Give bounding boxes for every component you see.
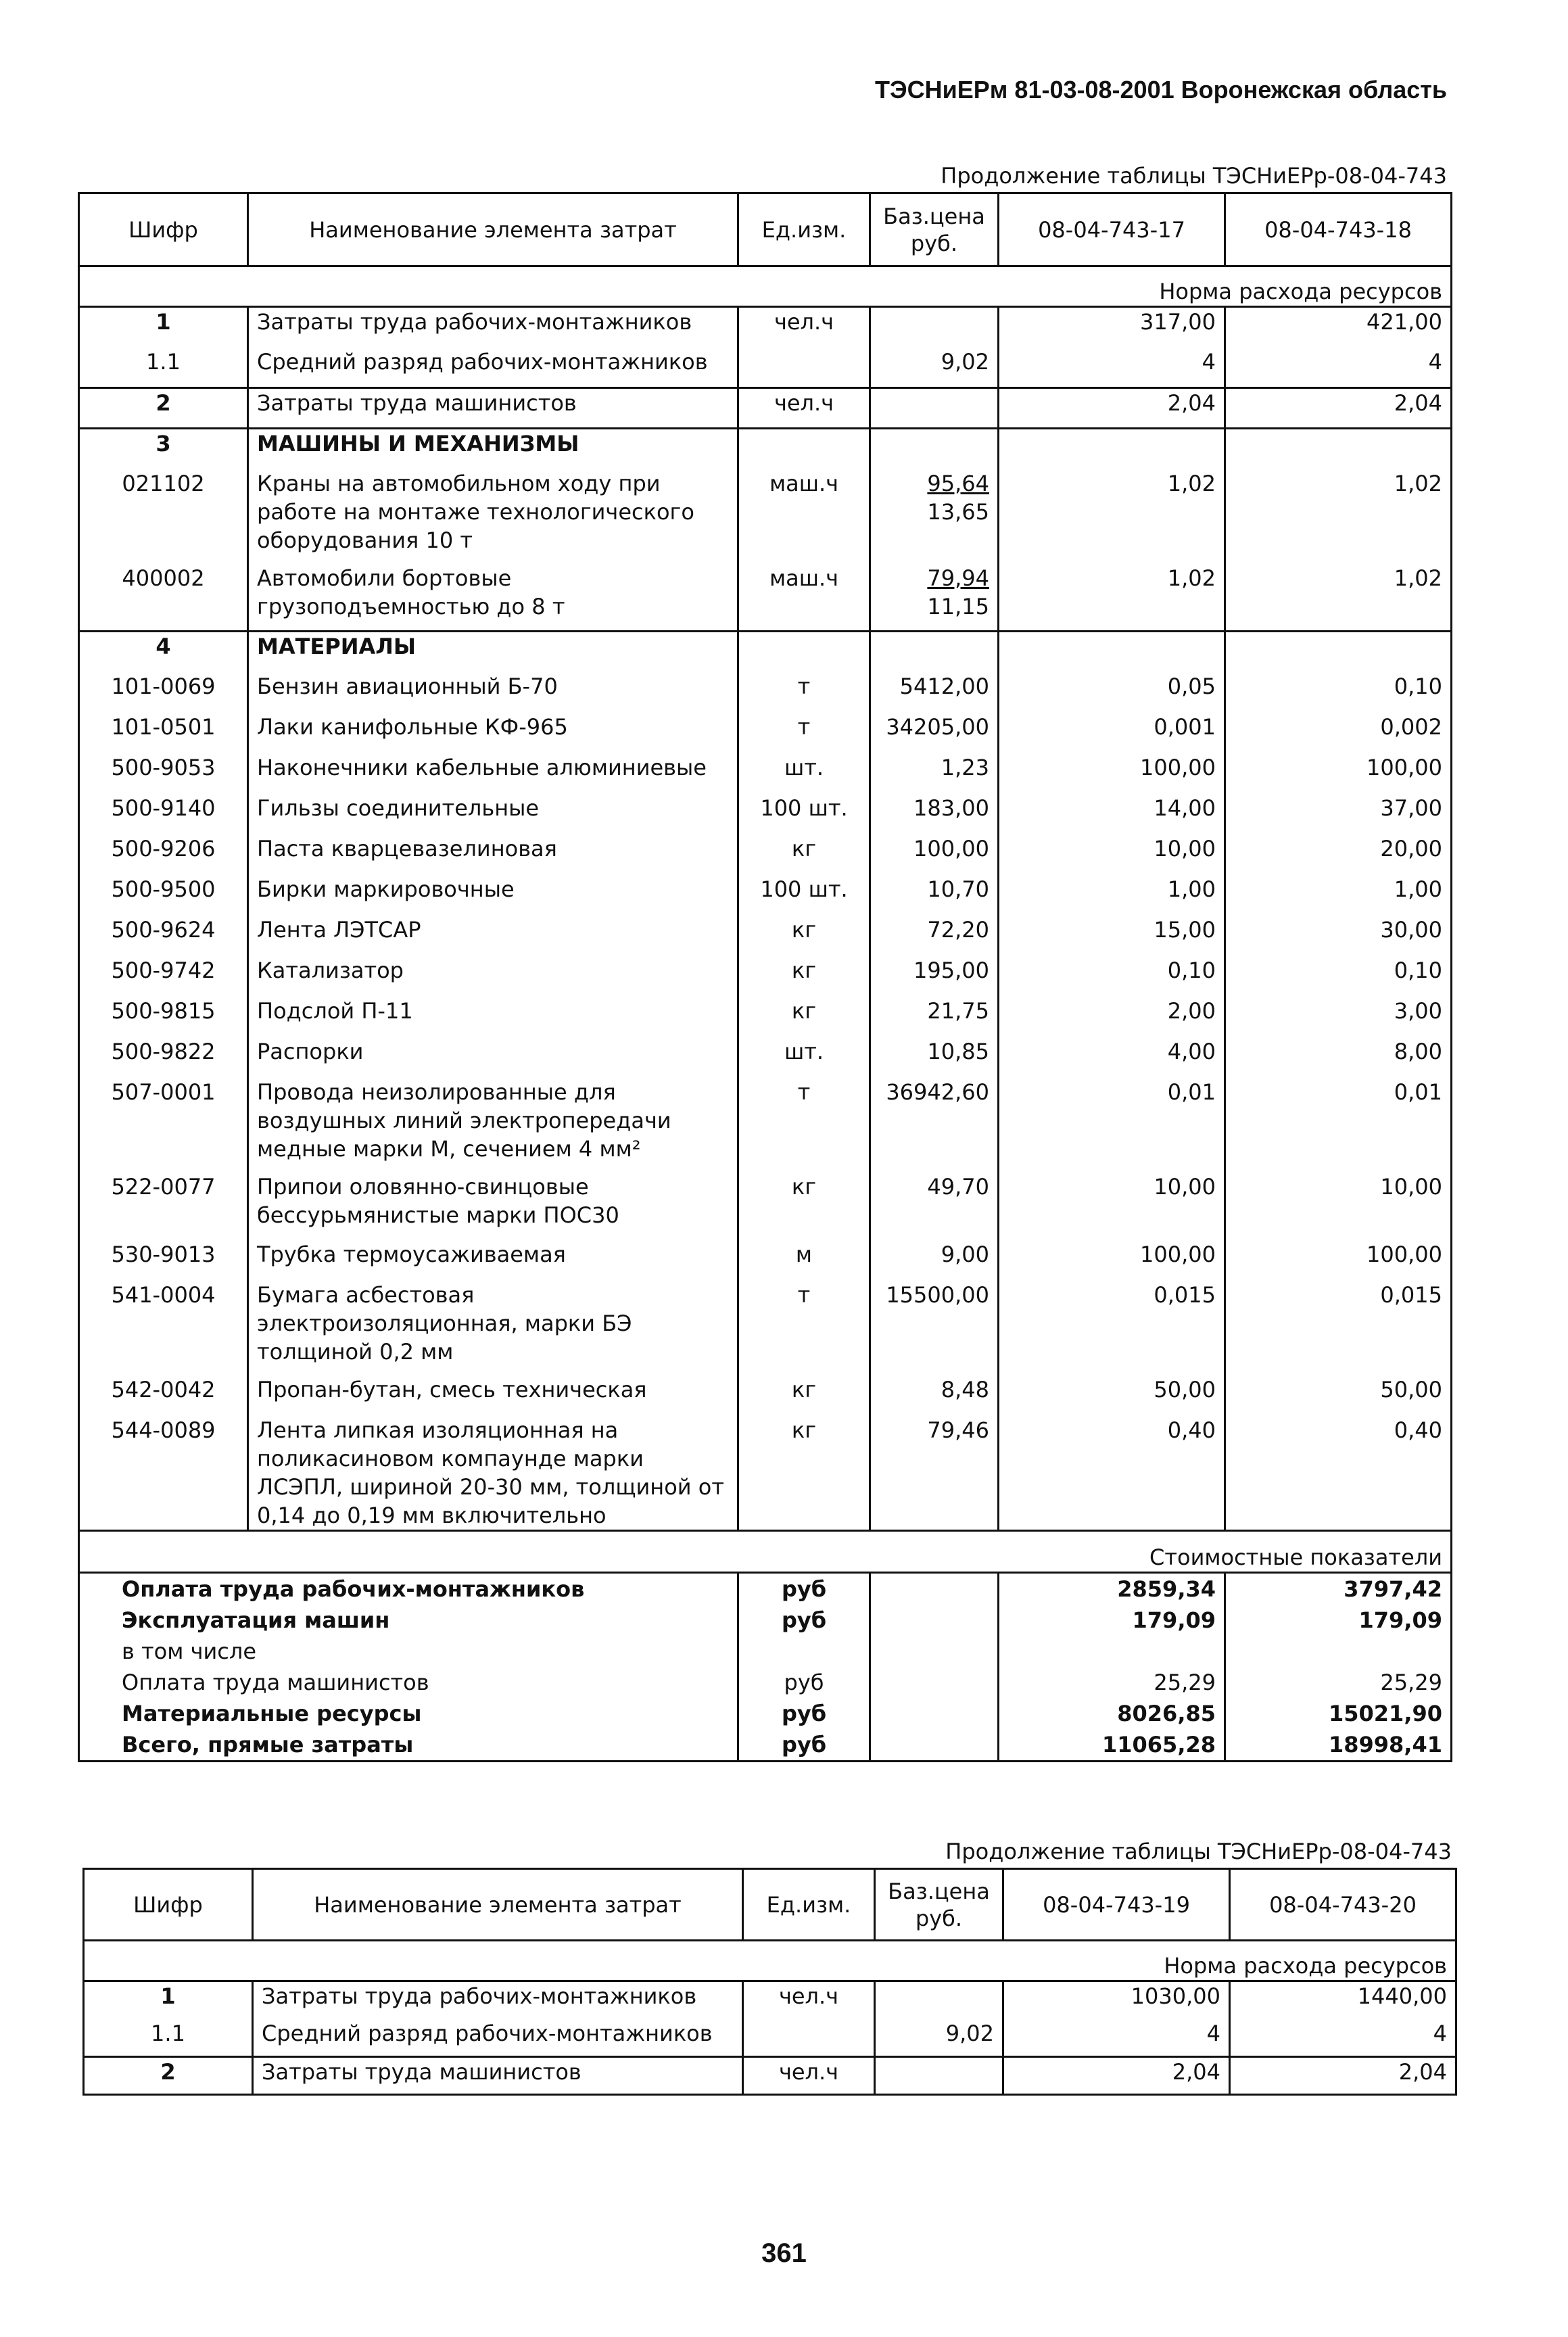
row-code: 4 xyxy=(79,632,248,672)
row-code: 500-9206 xyxy=(79,834,248,875)
row-price-value: 15500,00 xyxy=(886,1281,989,1308)
table-row xyxy=(79,672,1452,713)
row-price-machinist: 11,15 xyxy=(927,593,989,619)
table-row xyxy=(79,834,1452,875)
table1-continuation-label: Продолжение таблицы ТЭСНиЕРр-08-04-743 xyxy=(941,163,1447,189)
row-price xyxy=(875,1981,1003,2019)
cost-price xyxy=(870,1572,999,1605)
table-row xyxy=(79,794,1452,834)
table-row xyxy=(79,916,1452,956)
row-code: 1.1 xyxy=(79,348,248,388)
row-code: 500-9500 xyxy=(79,875,248,916)
cost-label: Стоимостные показатели xyxy=(79,1530,1452,1572)
cost-value-2: 15021,90 xyxy=(1225,1698,1452,1729)
table-row xyxy=(79,564,1452,632)
row-value-1: 4,00 xyxy=(999,1037,1225,1078)
row-price-value: 79,46 xyxy=(927,1417,989,1443)
row-name: Катализатор xyxy=(248,956,738,997)
row-value-2: 4 xyxy=(1230,2019,1456,2057)
table-row xyxy=(79,469,1452,564)
norm-label: Норма расхода ресурсов xyxy=(79,266,1452,307)
cost-unit: руб xyxy=(738,1729,870,1762)
row-unit: кг xyxy=(738,834,870,875)
row-value-2: 421,00 xyxy=(1225,307,1452,348)
row-price xyxy=(875,2057,1003,2095)
cost-unit: руб xyxy=(738,1698,870,1729)
row-name: МАШИНЫ И МЕХАНИЗМЫ xyxy=(248,429,738,469)
row-value-2: 1440,00 xyxy=(1230,1981,1456,2019)
row-price xyxy=(870,564,999,632)
row-unit: шт. xyxy=(738,1037,870,1078)
table1-header-row xyxy=(79,193,1452,266)
cost-unit: руб xyxy=(738,1667,870,1698)
cost-price xyxy=(870,1729,999,1762)
row-name: Бумага асбестовая электроизоляционная, марки БЭ толщиной 0,2 мм xyxy=(248,1281,738,1375)
row-value-1: 1,02 xyxy=(999,469,1225,564)
row-unit: т xyxy=(738,1281,870,1375)
cost-value-2: 179,09 xyxy=(1225,1605,1452,1636)
row-name: Бензин авиационный Б-70 xyxy=(248,672,738,713)
table2-continuation-label: Продолжение таблицы ТЭСНиЕРр-08-04-743 xyxy=(945,1839,1452,1864)
table-row xyxy=(79,1037,1452,1078)
row-value-1: 0,40 xyxy=(999,1416,1225,1531)
cost-row xyxy=(79,1729,1452,1762)
row-value-2: 30,00 xyxy=(1225,916,1452,956)
row-name: Трубка термоусаживаемая xyxy=(248,1240,738,1281)
cost-price xyxy=(870,1667,999,1698)
row-value-1: 0,015 xyxy=(999,1281,1225,1375)
cost-value-2: 25,29 xyxy=(1225,1667,1452,1698)
row-value-1: 10,00 xyxy=(999,1173,1225,1240)
column-header-code: Шифр xyxy=(84,1869,253,1941)
row-price xyxy=(870,956,999,997)
row-code: 021102 xyxy=(79,469,248,564)
row-value-2: 0,40 xyxy=(1225,1416,1452,1531)
row-price-value: 21,75 xyxy=(927,997,989,1024)
column-header-743-17: 08-04-743-17 xyxy=(999,193,1225,266)
row-value-2 xyxy=(1225,632,1452,672)
row-value-1 xyxy=(999,632,1225,672)
row-name: Наконечники кабельные алюминиевые xyxy=(248,753,738,794)
column-header-name: Наименование элемента затрат xyxy=(253,1869,743,1941)
row-unit: кг xyxy=(738,916,870,956)
row-price xyxy=(870,1037,999,1078)
cost-value-2 xyxy=(1225,1636,1452,1667)
row-value-1: 10,00 xyxy=(999,834,1225,875)
cost-name: Оплата труда рабочих-монтажников xyxy=(79,1572,738,1605)
row-unit: 100 шт. xyxy=(738,875,870,916)
row-unit: шт. xyxy=(738,753,870,794)
row-unit: чел.ч xyxy=(738,307,870,348)
row-unit: чел.ч xyxy=(743,1981,875,2019)
norm-label-row xyxy=(84,1941,1456,1981)
row-price xyxy=(870,1240,999,1281)
row-price xyxy=(870,1078,999,1173)
row-code: 1 xyxy=(84,1981,253,2019)
row-value-2: 0,01 xyxy=(1225,1078,1452,1173)
cost-value-1: 2859,34 xyxy=(999,1572,1225,1605)
table-row xyxy=(84,2057,1456,2095)
row-value-2: 100,00 xyxy=(1225,1240,1452,1281)
row-price xyxy=(870,672,999,713)
row-name: Затраты труда рабочих-монтажников xyxy=(253,1981,743,2019)
row-code: 507-0001 xyxy=(79,1078,248,1173)
row-value-2: 1,00 xyxy=(1225,875,1452,916)
row-name: Краны на автомобильном ходу при работе на монтаже технологического оборудования 10 т xyxy=(248,469,738,564)
row-value-1: 2,04 xyxy=(999,388,1225,429)
row-name: Затраты труда машинистов xyxy=(248,388,738,429)
row-value-1: 4 xyxy=(999,348,1225,388)
table-row xyxy=(79,956,1452,997)
row-price-value: 34205,00 xyxy=(886,713,989,740)
row-price-value: 49,70 xyxy=(927,1173,989,1200)
row-value-1: 0,10 xyxy=(999,956,1225,997)
row-unit: кг xyxy=(738,1375,870,1416)
row-price-machinist: 13,65 xyxy=(927,498,989,525)
table-row xyxy=(79,1240,1452,1281)
row-value-1: 50,00 xyxy=(999,1375,1225,1416)
row-price xyxy=(870,1375,999,1416)
row-value-1: 100,00 xyxy=(999,753,1225,794)
row-name: Припои оловянно-свинцовые бессурьмянистые марки ПОС30 xyxy=(248,1173,738,1240)
table1-body xyxy=(79,266,1452,1762)
row-price-value: 183,00 xyxy=(913,795,989,821)
column-header-name: Наименование элемента затрат xyxy=(248,193,738,266)
row-price-value: 10,85 xyxy=(927,1038,989,1064)
row-code: 500-9822 xyxy=(79,1037,248,1078)
row-name: Автомобили бортовые грузоподъемностью до 8 т xyxy=(248,564,738,632)
cost-row xyxy=(79,1636,1452,1667)
cost-name: Всего, прямые затраты xyxy=(79,1729,738,1762)
row-unit: маш.ч xyxy=(738,564,870,632)
row-unit: кг xyxy=(738,1173,870,1240)
cost-value-1: 11065,28 xyxy=(999,1729,1225,1762)
column-header-price: Баз.цена руб. xyxy=(870,193,999,266)
row-value-2: 20,00 xyxy=(1225,834,1452,875)
row-price-value: 9,00 xyxy=(941,1241,989,1267)
row-value-2: 37,00 xyxy=(1225,794,1452,834)
norm-label: Норма расхода ресурсов xyxy=(84,1941,1456,1981)
row-price xyxy=(870,997,999,1037)
row-name: Гильзы соединительные xyxy=(248,794,738,834)
row-value-2: 4 xyxy=(1225,348,1452,388)
row-value-2: 2,04 xyxy=(1225,388,1452,429)
row-name: Лента ЛЭТСАР xyxy=(248,916,738,956)
row-code: 542-0042 xyxy=(79,1375,248,1416)
row-code: 500-9140 xyxy=(79,794,248,834)
table-row xyxy=(84,2019,1456,2057)
cost-value-1: 25,29 xyxy=(999,1667,1225,1698)
row-value-2: 0,10 xyxy=(1225,956,1452,997)
row-unit: чел.ч xyxy=(743,2057,875,2095)
row-price-value: 10,70 xyxy=(927,876,989,902)
row-price xyxy=(870,916,999,956)
row-price xyxy=(870,388,999,429)
row-value-1: 2,04 xyxy=(1003,2057,1230,2095)
row-code: 101-0069 xyxy=(79,672,248,713)
row-value-1: 1,02 xyxy=(999,564,1225,632)
cost-price xyxy=(870,1698,999,1729)
row-name: Средний разряд рабочих-монтажников xyxy=(253,2019,743,2057)
row-price-value: 9,02 xyxy=(941,348,989,375)
row-price xyxy=(870,1173,999,1240)
row-code: 1.1 xyxy=(84,2019,253,2057)
row-value-1: 4 xyxy=(1003,2019,1230,2057)
row-value-2: 8,00 xyxy=(1225,1037,1452,1078)
table-row xyxy=(79,875,1452,916)
table2-body xyxy=(84,1941,1456,2095)
column-header-743-20: 08-04-743-20 xyxy=(1230,1869,1456,1941)
row-price-value: 195,00 xyxy=(913,957,989,983)
cost-value-2: 18998,41 xyxy=(1225,1729,1452,1762)
row-name: Паста кварцевазелиновая xyxy=(248,834,738,875)
column-header-unit: Ед.изм. xyxy=(738,193,870,266)
row-code: 500-9624 xyxy=(79,916,248,956)
row-unit xyxy=(738,429,870,469)
row-value-2: 50,00 xyxy=(1225,1375,1452,1416)
table2-header-row xyxy=(84,1869,1456,1941)
row-code: 400002 xyxy=(79,564,248,632)
row-code: 500-9815 xyxy=(79,997,248,1037)
row-code: 500-9742 xyxy=(79,956,248,997)
row-name: Распорки xyxy=(248,1037,738,1078)
row-price xyxy=(870,307,999,348)
cost-name: в том числе xyxy=(79,1636,738,1667)
row-unit: т xyxy=(738,1078,870,1173)
row-unit: т xyxy=(738,713,870,753)
table-row xyxy=(79,307,1452,348)
row-price xyxy=(870,794,999,834)
cost-price xyxy=(870,1605,999,1636)
row-code: 2 xyxy=(79,388,248,429)
cost-name: Эксплуатация машин xyxy=(79,1605,738,1636)
row-code: 544-0089 xyxy=(79,1416,248,1531)
row-price xyxy=(870,875,999,916)
row-value-1: 0,05 xyxy=(999,672,1225,713)
row-value-2: 100,00 xyxy=(1225,753,1452,794)
cost-row xyxy=(79,1605,1452,1636)
row-price-value: 36942,60 xyxy=(886,1079,989,1105)
row-price xyxy=(870,348,999,388)
row-price xyxy=(870,753,999,794)
row-value-1: 317,00 xyxy=(999,307,1225,348)
table-row xyxy=(79,753,1452,794)
cost-value-2: 3797,42 xyxy=(1225,1572,1452,1605)
cost-label-row xyxy=(79,1530,1452,1572)
row-code: 541-0004 xyxy=(79,1281,248,1375)
row-price xyxy=(870,1281,999,1375)
table-row xyxy=(79,429,1452,469)
column-header-743-18: 08-04-743-18 xyxy=(1225,193,1452,266)
row-value-1: 2,00 xyxy=(999,997,1225,1037)
row-name: Средний разряд рабочих-монтажников xyxy=(248,348,738,388)
row-price-value: 9,02 xyxy=(945,2020,994,2046)
row-name: Лента липкая изоляционная на поликасиновом компаунде марки ЛСЭПЛ, шириной 20-30 мм, толщиной от 0,14 до 0,19 мм включительно xyxy=(248,1416,738,1531)
cost-unit xyxy=(738,1636,870,1667)
row-value-1 xyxy=(999,429,1225,469)
table-row xyxy=(79,1375,1452,1416)
table-row xyxy=(79,1416,1452,1531)
row-value-2: 2,04 xyxy=(1230,2057,1456,2095)
row-price-value: 1,23 xyxy=(941,754,989,780)
row-price-value: 8,48 xyxy=(941,1376,989,1402)
row-value-1: 0,001 xyxy=(999,713,1225,753)
row-value-2: 0,002 xyxy=(1225,713,1452,753)
row-value-1: 1030,00 xyxy=(1003,1981,1230,2019)
row-name: Затраты труда машинистов xyxy=(253,2057,743,2095)
row-value-1: 0,01 xyxy=(999,1078,1225,1173)
table-row xyxy=(79,997,1452,1037)
row-code: 3 xyxy=(79,429,248,469)
row-value-2: 0,015 xyxy=(1225,1281,1452,1375)
table-row xyxy=(79,348,1452,388)
row-unit: чел.ч xyxy=(738,388,870,429)
row-value-1: 15,00 xyxy=(999,916,1225,956)
cost-unit: руб xyxy=(738,1572,870,1605)
row-unit xyxy=(738,348,870,388)
row-unit: кг xyxy=(738,997,870,1037)
cost-unit: руб xyxy=(738,1605,870,1636)
norm-label-row xyxy=(79,266,1452,307)
row-unit: м xyxy=(738,1240,870,1281)
table-row xyxy=(79,1281,1452,1375)
row-price-value: 79,94 xyxy=(927,565,989,591)
cost-value-1: 8026,85 xyxy=(999,1698,1225,1729)
row-value-1: 14,00 xyxy=(999,794,1225,834)
row-value-2 xyxy=(1225,429,1452,469)
table2 xyxy=(82,1868,1457,2096)
table-row xyxy=(79,388,1452,429)
row-price-value: 72,20 xyxy=(927,916,989,943)
row-value-2: 1,02 xyxy=(1225,469,1452,564)
table-row xyxy=(79,1173,1452,1240)
row-name: Провода неизолированные для воздушных линий электропередачи медные марки М, сечением 4 мм² xyxy=(248,1078,738,1173)
row-unit: маш.ч xyxy=(738,469,870,564)
table-row xyxy=(79,1078,1452,1173)
row-code: 530-9013 xyxy=(79,1240,248,1281)
row-value-1: 1,00 xyxy=(999,875,1225,916)
row-price xyxy=(870,632,999,672)
cost-name: Оплата труда машинистов xyxy=(79,1667,738,1698)
row-value-2: 3,00 xyxy=(1225,997,1452,1037)
row-code: 500-9053 xyxy=(79,753,248,794)
row-price-value: 95,64 xyxy=(927,470,989,496)
row-price xyxy=(870,429,999,469)
row-price xyxy=(875,2019,1003,2057)
row-name: МАТЕРИАЛЫ xyxy=(248,632,738,672)
document-header-title: ТЭСНиЕРм 81-03-08-2001 Воронежская область xyxy=(875,76,1447,103)
row-price xyxy=(870,713,999,753)
row-price xyxy=(870,834,999,875)
row-price-value: 100,00 xyxy=(913,835,989,861)
column-header-price: Баз.цена руб. xyxy=(875,1869,1003,1941)
row-price xyxy=(870,469,999,564)
cost-row xyxy=(79,1698,1452,1729)
row-name: Лаки канифольные КФ-965 xyxy=(248,713,738,753)
cost-price xyxy=(870,1636,999,1667)
row-code: 101-0501 xyxy=(79,713,248,753)
table-row xyxy=(79,632,1452,672)
row-value-2: 1,02 xyxy=(1225,564,1452,632)
row-code: 522-0077 xyxy=(79,1173,248,1240)
row-name: Подслой П-11 xyxy=(248,997,738,1037)
row-value-1: 100,00 xyxy=(999,1240,1225,1281)
table-row xyxy=(84,1981,1456,2019)
row-code: 1 xyxy=(79,307,248,348)
row-unit: кг xyxy=(738,956,870,997)
page-number: 361 xyxy=(761,2238,807,2268)
cost-value-1: 179,09 xyxy=(999,1605,1225,1636)
table-row xyxy=(79,713,1452,753)
row-name: Пропан-бутан, смесь техническая xyxy=(248,1375,738,1416)
row-price-value: 5412,00 xyxy=(899,673,989,699)
row-price xyxy=(870,1416,999,1531)
row-unit: кг xyxy=(738,1416,870,1531)
column-header-code: Шифр xyxy=(79,193,248,266)
cost-value-1 xyxy=(999,1636,1225,1667)
cost-row xyxy=(79,1572,1452,1605)
cost-row xyxy=(79,1667,1452,1698)
row-name: Затраты труда рабочих-монтажников xyxy=(248,307,738,348)
table1 xyxy=(78,192,1452,1762)
row-code: 2 xyxy=(84,2057,253,2095)
column-header-743-19: 08-04-743-19 xyxy=(1003,1869,1230,1941)
cost-name: Материальные ресурсы xyxy=(79,1698,738,1729)
row-value-2: 10,00 xyxy=(1225,1173,1452,1240)
row-unit: 100 шт. xyxy=(738,794,870,834)
row-unit xyxy=(738,632,870,672)
row-unit xyxy=(743,2019,875,2057)
column-header-unit: Ед.изм. xyxy=(743,1869,875,1941)
row-unit: т xyxy=(738,672,870,713)
row-name: Бирки маркировочные xyxy=(248,875,738,916)
row-value-2: 0,10 xyxy=(1225,672,1452,713)
